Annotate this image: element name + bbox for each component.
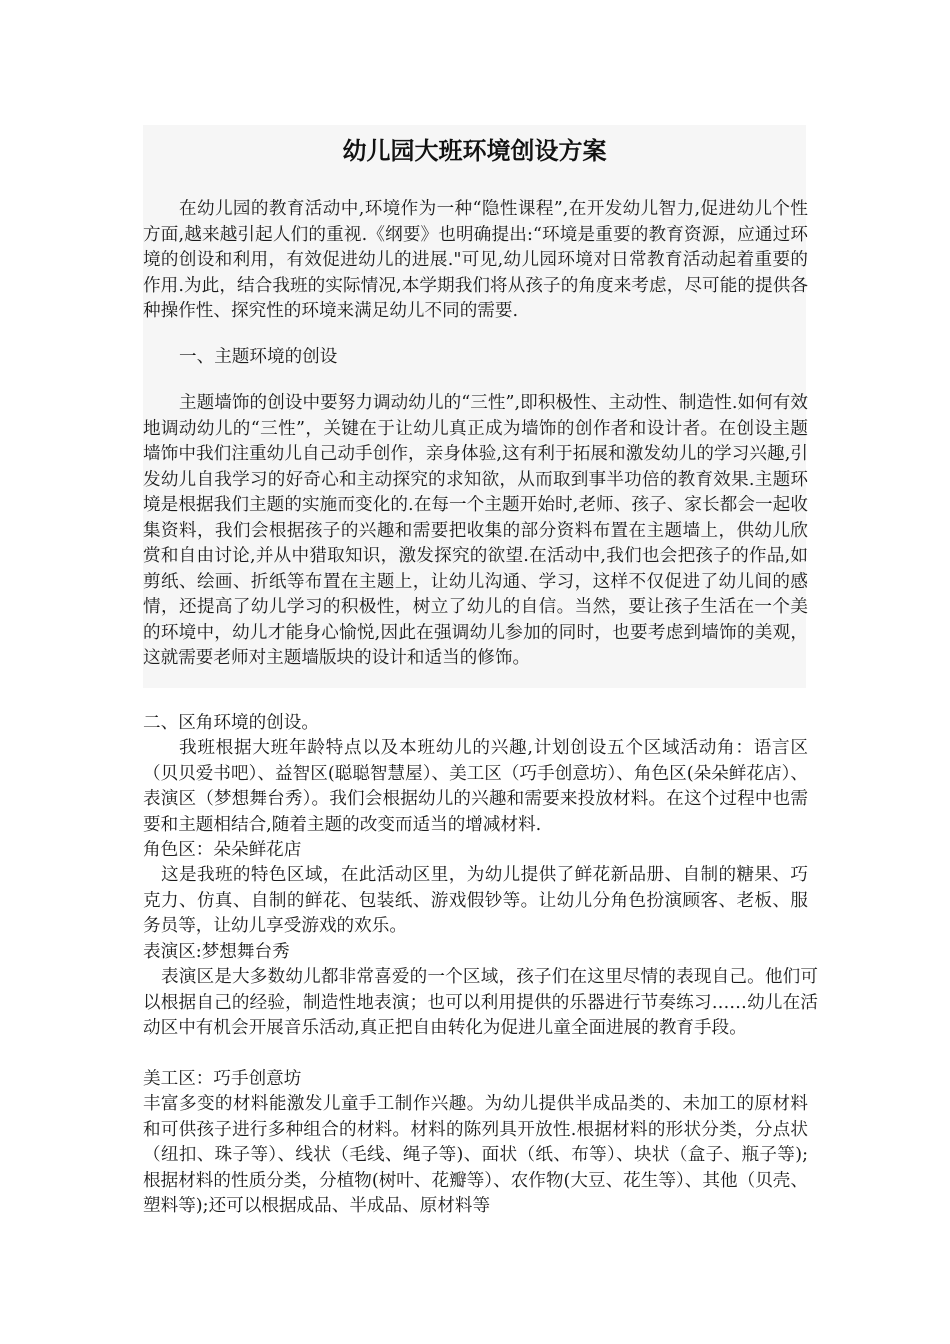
section1-heading: 一、主题环境的创设 [179,347,338,367]
document-title: 幼儿园大班环境创设方案 [342,136,607,165]
role-area-heading: 角色区：朵朵鲜花店 [143,840,302,860]
section2-intro-paragraph: 我班根据大班年龄特点以及本班幼儿的兴趣,计划创设五个区域活动角：语言区（贝贝爱书吧）、益智区(聪聪智慧屋）、美工区（巧手创意坊）、角色区(朵朵鲜花店）、表演区（梦想舞台秀）。我们会根据幼儿的兴趣和需要来投放材料。在这个过程中也需要和主题相结合,随着主题的改变而适当的增减材料. [143,738,808,835]
art-area-heading: 美工区：巧手创意坊 [143,1069,302,1089]
intro-paragraph: 在幼儿园的教育活动中,环境作为一种“隐性课程”,在开发幼儿智力,促进幼儿个性方面,越来越引起人们的重视.《纲要》也明确提出:“环境是重要的教育资源，应通过环境的创设和利用，有效促进幼儿的进展."可见,幼儿园环境对日常教育活动起着重要的作用.为此，结合我班的实际情况,本学期我们将从孩子的角度来考虑，尽可能的提供各种操作性、探究性的环境来满足幼儿不同的需要. [143,199,808,321]
section1-paragraph: 主题墙饰的创设中要努力调动幼儿的“三性”,即积极性、主动性、制造性.如何有效地调动幼儿的“三性”，关键在于让幼儿真正成为墙饰的创作者和设计者。在创设主题墙饰中我们注重幼儿自己动手创作，亲身体验,这有利于拓展和激发幼儿的学习兴趣,引发幼儿自我学习的好奇心和主动探究的求知欲，从而取到事半功倍的教育效果.主题环境是根据我们主题的实施而变化的.在每一个主题开始时,老师、孩子、家长都会一起收集资料，我们会根据孩子的兴趣和需要把收集的部分资料布置在主题墙上，供幼儿欣赏和自由讨论,并从中猎取知识，激发探究的欲望.在活动中,我们也会把孩子的作品,如剪纸、绘画、折纸等布置在主题上，让幼儿沟通、学习，这样不仅促进了幼儿间的感情，还提高了幼儿学习的积极性，树立了幼儿的自信。当然，要让孩子生活在一个美的环境中，幼儿才能身心愉悦,因此在强调幼儿参加的同时，也要考虑到墙饰的美观，这就需要老师对主题墙版块的设计和适当的修饰。 [143,393,808,668]
perform-area-paragraph: 表演区是大多数幼儿都非常喜爱的一个区域，孩子们在这里尽情的表现自己。他们可以根据自己的经验，制造性地表演；也可以利用提供的乐器进行节奏练习……幼儿在活动区中有机会开展音乐活动,真正把自由转化为促进儿童全面进展的教育手段。 [143,967,818,1038]
section2-heading: 二、区角环境的创设。 [143,713,319,733]
role-area-paragraph: 这是我班的特色区域，在此活动区里，为幼儿提供了鲜花新品册、自制的糖果、巧克力、仿真、自制的鲜花、包装纸、游戏假钞等。让幼儿分角色扮演顾客、老板、服务员等，让幼儿享受游戏的欢乐。 [143,865,808,936]
perform-area-heading: 表演区:梦想舞台秀 [143,942,290,962]
art-area-paragraph: 丰富多变的材料能激发儿童手工制作兴趣。为幼儿提供半成品类的、未加工的原材料和可供孩子进行多种组合的材料。材料的陈列具开放性.根据材料的形状分类，分点状（纽扣、珠子等）、线状（毛线、绳子等)、面状（纸、布等）、块状（盒子、瓶子等);根据材料的性质分类，分植物(树叶、花瓣等）、农作物(大豆、花生等）、其他（贝壳、塑料等);还可以根据成品、半成品、原材料等 [143,1094,808,1216]
